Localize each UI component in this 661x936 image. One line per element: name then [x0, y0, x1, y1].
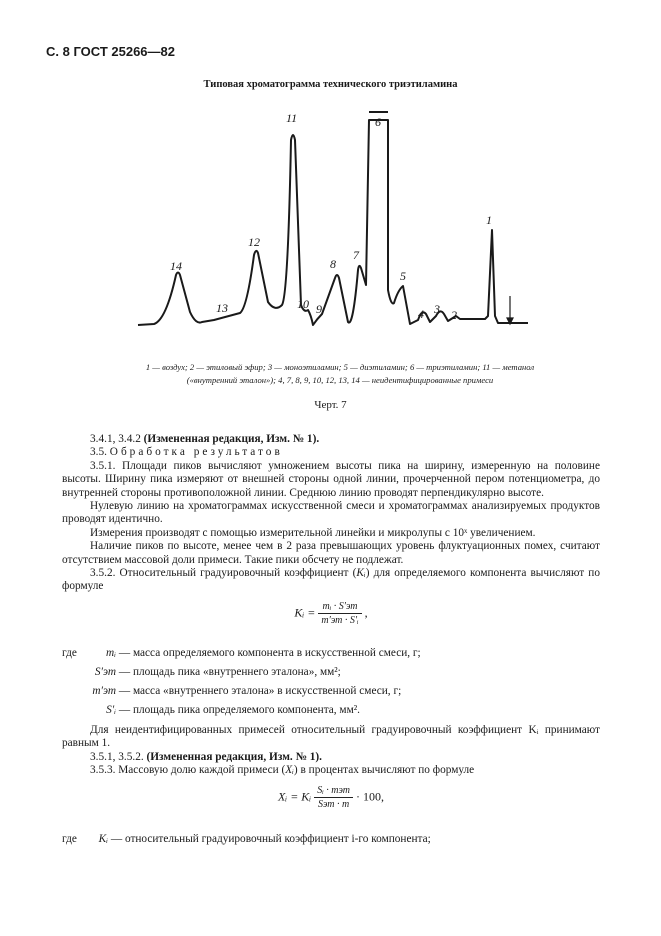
figure-title: Типовая хроматограмма технического триэтиламина	[203, 79, 458, 90]
paragraph-3-5-1-revision: 3.5.1, 3.5.2. (Измененная редакция, Изм. № 1).	[90, 750, 322, 763]
legend-line-1: 1 — воздух; 2 — этиловый эфир; 3 — моноэтиламин; 5 — диэтиламин; 6 — триэтиламин; 11 — метанол	[145, 362, 535, 372]
peak-label-7: 7	[353, 248, 359, 262]
peak-label-4: 4	[418, 307, 424, 321]
paragraph-unidentified: Для неидентифицированных примесей относительный градуировочный коэффициент Kᵢ принимают равным 1.	[62, 723, 600, 750]
peak-label-2: 2	[451, 308, 457, 322]
paragraph-3-5-2: 3.5.2. Относительный градуировочный коэффициент (Kᵢ) для определяемого компонента вычисляют по формуле	[62, 567, 601, 593]
paragraph-measurements: Измерения производят с помощью измерительной линейки и микролупы с 10ˣ увеличением.	[90, 526, 536, 539]
formula-xi-fraction: $\frac{\text{Sᵢ · mэт}}{\text{Sэт · m}}$	[314, 784, 353, 812]
figure-label: Черт. 7	[314, 399, 347, 411]
peak-label-9: 9	[316, 302, 322, 316]
peak-label-8: 8	[330, 257, 336, 271]
peak-label-10: 10	[297, 297, 309, 311]
peak-label-6: 6	[375, 115, 381, 129]
formula-ki-fraction: $\frac{\text{mᵢ · S′эт}}{\text{m′эт · S′ᵢ}}$	[318, 600, 361, 628]
peak-label-11: 11	[286, 111, 298, 125]
paragraph-3-5-1: 3.5.1. Площади пиков вычисляют умножением высоты пика на ширину, измеренную на половине высоты. Ширину пика измеряют от внешней стороны одной линии, прочерченной пером потенциометра, до внутренней стороны противоположной линии. Среднюю линию проводят перпендикулярно высоте.	[62, 459, 600, 499]
definition-row: S′ᵢ — площадь пика определяемого компонента, мм².	[106, 703, 360, 716]
formula-ki-definitions	[62, 644, 600, 720]
peak-label-1: 1	[486, 213, 492, 227]
chromatogram-trace	[138, 120, 528, 325]
peak-label-3: 3	[434, 302, 440, 316]
formula-ki: Kᵢ = $\frac{\text{mᵢ · S′эт}}{\text{m′эт · S′ᵢ}}$ ,	[294, 600, 368, 627]
document-body	[62, 433, 600, 849]
peak-label-12: 12	[248, 235, 260, 249]
formula-xi: Xᵢ = Kᵢ $\frac{\text{Sᵢ · mэт}}{\text{Sэт · m}}$ · 100,	[277, 784, 385, 810]
paragraph-noise: Наличие пиков по высоте, менее чем в 2 раза превышающих уровень флуктуационных помех, считают отсутствием массовой доли примеси. Такие пики обсчету не подлежат.	[62, 540, 600, 566]
section-3-5-heading: 3.5. Обработка результатов	[90, 446, 283, 459]
chromatogram	[130, 100, 530, 335]
peak-label-5: 5	[400, 269, 406, 283]
definition-row: где mᵢ — масса определяемого компонента в искусственной смеси, г;	[62, 646, 421, 659]
page-header: С. 8 ГОСТ 25266—82	[46, 44, 175, 59]
figure-legend	[95, 361, 585, 387]
peak-label-13: 13	[216, 301, 228, 315]
definition-row: m′эт — масса «внутреннего эталона» в искусственной смеси, г;	[92, 684, 402, 697]
definition-row: S′эт — площадь пика «внутреннего эталона», мм²;	[94, 665, 341, 678]
peak-label-14: 14	[170, 259, 182, 273]
paragraph-3-4-1: 3.4.1, 3.4.2 (Измененная редакция, Изм. № 1).	[90, 433, 320, 445]
definition-row-ki: где Kᵢ — относительный градуировочный коэффициент i-го компонента;	[62, 832, 431, 845]
paragraph-zero-line: Нулевую линию на хроматограммах искусственной смеси и хроматограммах анализируемых продуктов проводят идентично.	[62, 500, 600, 526]
legend-line-2: («внутренний эталон»); 4, 7, 8, 9, 10, 12, 13, 14 — неидентифицированные примеси	[186, 375, 494, 385]
paragraph-3-5-3: 3.5.3. Массовую долю каждой примеси (Xᵢ) в процентах вычисляют по формуле	[90, 764, 475, 777]
